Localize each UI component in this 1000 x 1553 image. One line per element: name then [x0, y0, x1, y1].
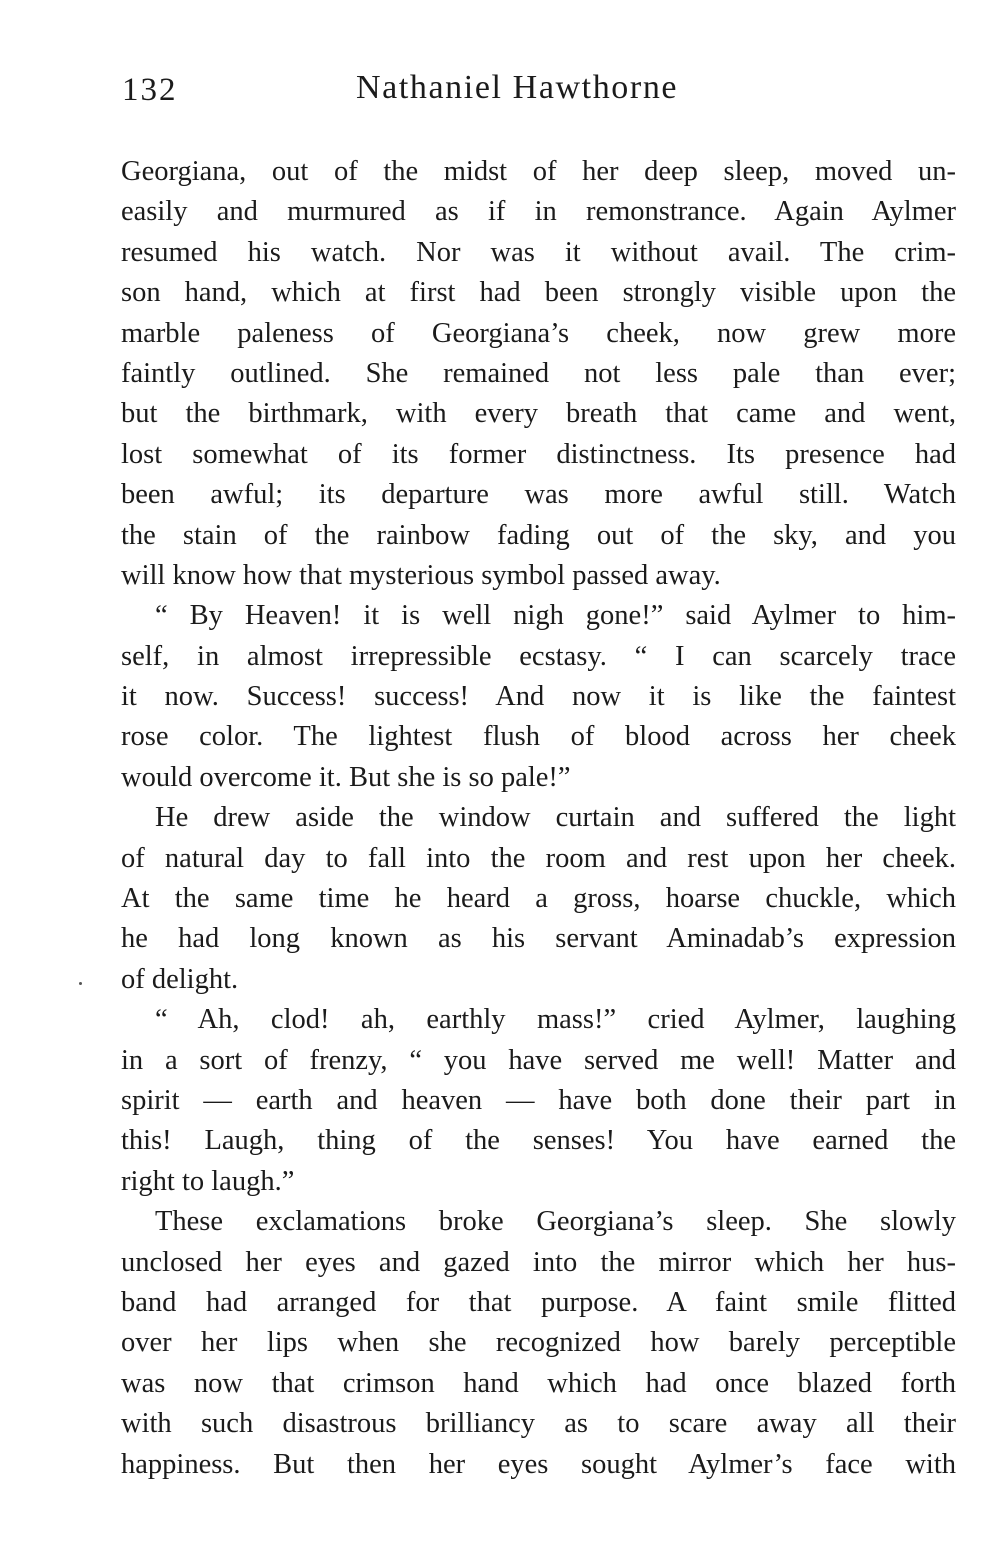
text-line: unclosed her eyes and gazed into the mirror which her hus-: [121, 1246, 956, 1278]
text-line: he had long known as his servant Aminadab’s expression: [121, 923, 956, 955]
text-line: but the birthmark, with every breath that came and went,: [121, 398, 956, 430]
text-line: in a sort of frenzy, “ you have served me well! Matter and: [121, 1044, 956, 1076]
margin-speck: [79, 982, 82, 985]
text-line: of delight.: [121, 963, 239, 995]
text-line: These exclamations broke Georgiana’s sleep. She slowly: [155, 1206, 956, 1238]
page-number: 132: [122, 72, 178, 108]
text-line: rose color. The lightest flush of blood across her cheek: [121, 721, 956, 753]
text-line: son hand, which at first had been strongly visible upon the: [121, 277, 956, 309]
text-line: Georgiana, out of the midst of her deep sleep, moved un-: [121, 156, 956, 187]
text-line: easily and murmured as if in remonstrance. Again Aylmer: [121, 196, 956, 228]
text-line: over her lips when she recognized how barely perceptible: [121, 1327, 956, 1359]
text-line: “ Ah, clod! ah, earthly mass!” cried Aylmer, laughing: [155, 1004, 956, 1036]
text-line: At the same time he heard a gross, hoarse chuckle, which: [121, 883, 956, 915]
text-line: would overcome it. But she is so pale!”: [121, 761, 571, 793]
text-line: was now that crimson hand which had once blazed forth: [121, 1367, 956, 1399]
text-line: with such disastrous brilliancy as to scare away all their: [121, 1408, 956, 1440]
text-line: right to laugh.”: [121, 1165, 295, 1197]
text-line: resumed his watch. Nor was it without avail. The crim-: [121, 236, 956, 268]
text-line: it now. Success! success! And now it is like the faintest: [121, 681, 956, 713]
text-line: of natural day to fall into the room and rest upon her cheek.: [121, 842, 956, 874]
text-line: the stain of the rainbow fading out of the sky, and you: [121, 519, 956, 551]
text-line: will know how that mysterious symbol passed away.: [121, 559, 721, 591]
text-line: self, in almost irrepressible ecstasy. “ I can scarcely trace: [121, 640, 956, 672]
body-text: [121, 152, 956, 1485]
text-line: band had arranged for that purpose. A faint smile flitted: [121, 1286, 956, 1318]
running-head-title: Nathaniel Hawthorne: [356, 69, 679, 106]
text-line: happiness. But then her eyes sought Aylmer’s face with: [121, 1448, 956, 1480]
text-line: He drew aside the window curtain and suffered the light: [155, 802, 956, 834]
text-line: spirit — earth and heaven — have both done their part in: [121, 1084, 956, 1116]
text-line: faintly outlined. She remained not less pale than ever;: [121, 357, 956, 389]
text-line: “ By Heaven! it is well nigh gone!” said Aylmer to him-: [155, 600, 956, 632]
text-line: lost somewhat of its former distinctness. Its presence had: [121, 438, 956, 470]
text-line: this! Laugh, thing of the senses! You have earned the: [121, 1125, 956, 1157]
text-line: been awful; its departure was more awful still. Watch: [121, 479, 956, 511]
text-line: marble paleness of Georgiana’s cheek, now grew more: [121, 317, 956, 349]
